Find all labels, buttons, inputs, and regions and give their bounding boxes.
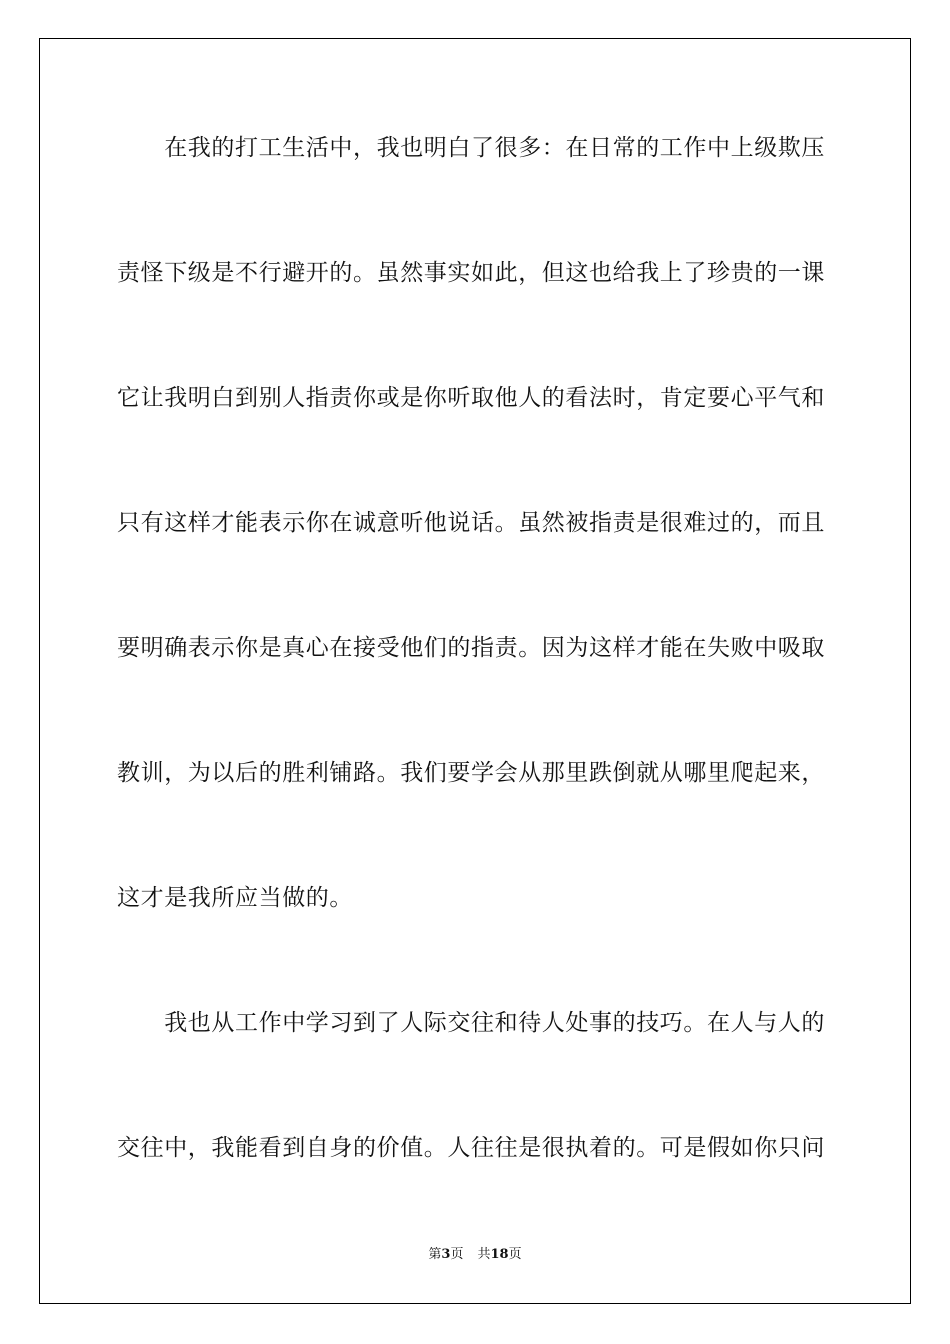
footer-total-suffix: 页 <box>508 1247 522 1262</box>
body-text-line: 责怪下级是不行避开的。虽然事实如此，但这也给我上了珍贵的一课 <box>117 260 825 286</box>
footer-page-number: 3 <box>441 1247 451 1262</box>
page-frame <box>39 38 911 1304</box>
footer-page-suffix: 页 <box>450 1247 464 1262</box>
page-footer <box>0 1246 950 1264</box>
body-text-line: 在我的打工生活中，我也明白了很多：在日常的工作中上级欺压 <box>117 135 825 161</box>
body-text-line: 它让我明白到别人指责你或是你听取他人的看法时，肯定要心平气和 <box>117 385 825 411</box>
footer-page-prefix: 第 <box>428 1247 442 1262</box>
body-text-line: 这才是我所应当做的。 <box>117 885 353 911</box>
body-text-line: 教训，为以后的胜利铺路。我们要学会从那里跌倒就从哪里爬起来， <box>117 760 825 786</box>
footer-total-prefix: 共 <box>477 1247 491 1262</box>
body-text-line: 要明确表示你是真心在接受他们的指责。因为这样才能在失败中吸取 <box>117 635 825 661</box>
body-text-line: 我也从工作中学习到了人际交往和待人处事的技巧。在人与人的 <box>117 1010 825 1036</box>
footer-total-number: 18 <box>490 1247 509 1262</box>
body-text-line: 只有这样才能表示你在诚意听他说话。虽然被指责是很难过的，而且 <box>117 510 825 536</box>
body-text-line: 交往中，我能看到自身的价值。人往往是很执着的。可是假如你只问 <box>117 1135 825 1161</box>
